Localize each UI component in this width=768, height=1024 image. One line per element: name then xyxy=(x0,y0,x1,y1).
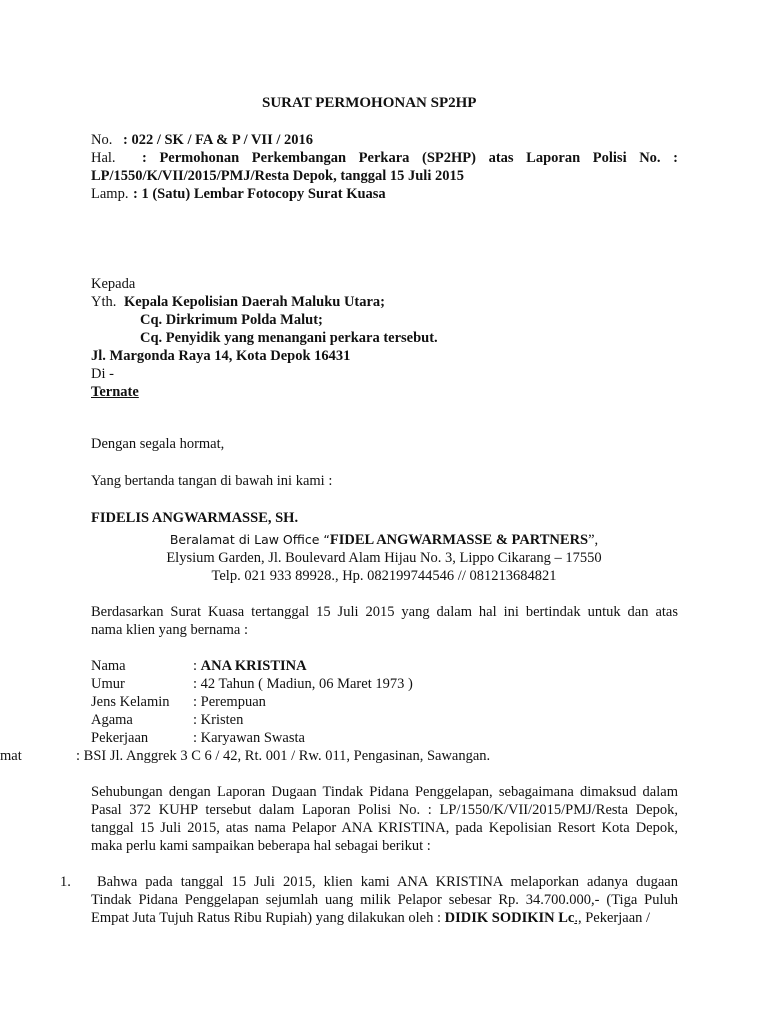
lamp-value: : 1 (Satu) Lembar Fotocopy Surat Kuasa xyxy=(133,186,386,202)
client-agama-value: : Kristen xyxy=(193,712,244,728)
sender-address: Elysium Garden, Jl. Boulevard Alam Hijau No. 3, Lippo Cikarang – 17550 xyxy=(166,550,602,566)
client-umur-label: Umur xyxy=(91,676,125,692)
item-1-suspect-suffix: ., xyxy=(574,910,582,926)
client-pekerjaan-label: Pekerjaan xyxy=(91,730,149,746)
item-1-suspect-name: DIDIK SODIKIN Lc xyxy=(444,910,575,926)
context-line-3: tanggal 15 Juli 2015, atas nama Pelapor ANA KRISTINA, pada Kepolisian Resort Kota Depok, xyxy=(91,820,678,836)
client-nama: ANA KRISTINA xyxy=(200,658,307,674)
client-jk-value: : Perempuan xyxy=(193,694,266,710)
kepada: Kepada xyxy=(91,276,136,292)
item-1-line-2: Tindak Pidana Penggelapan sejumlah uang milik Pelapor sebesar Rp. 34.700.000,- (Tiga Puluh xyxy=(91,892,678,908)
client-alamat-label: mat xyxy=(0,748,22,764)
item-1-line-3 xyxy=(91,909,650,927)
context-line-2: Pasal 372 KUHP tersebut dalam Laporan Polisi No. : LP/1550/K/VII/2015/PMJ/Resta Depok, xyxy=(91,802,678,818)
office-suffix: ”, xyxy=(588,532,599,548)
sender-name: FIDELIS ANGWARMASSE, SH. xyxy=(91,510,299,526)
client-nama-label: Nama xyxy=(91,658,126,674)
item-1-number: 1. xyxy=(60,874,71,890)
client-jk-label: Jens Kelamin xyxy=(91,694,170,710)
no-label: No. xyxy=(91,132,113,148)
hal-label: Hal. xyxy=(91,150,116,166)
recipient-city: Ternate xyxy=(91,384,139,400)
di-label: Di - xyxy=(91,366,114,382)
greeting: Dengan segala hormat, xyxy=(91,436,225,452)
kuasa-line-1: Berdasarkan Surat Kuasa tertanggal 15 Juli 2015 yang dalam hal ini bertindak untuk dan atas xyxy=(91,604,678,620)
recipient-line-3: Cq. Penyidik yang menangani perkara tersebut. xyxy=(140,330,438,346)
letter-title: SURAT PERMOHONAN SP2HP xyxy=(262,95,477,111)
kuasa-line-2: nama klien yang bernama : xyxy=(91,622,249,638)
context-line-4: maka perlu kami sampaikan beberapa hal sebagai berikut : xyxy=(91,838,431,854)
yth-label: Yth. xyxy=(91,294,117,310)
no-value: : 022 / SK / FA & P / VII / 2016 xyxy=(123,132,313,148)
hal-line-1: : Permohonan Perkembangan Perkara (SP2HP) atas Laporan Polisi No. : xyxy=(142,150,678,166)
recipient-address: Jl. Margonda Raya 14, Kota Depok 16431 xyxy=(91,348,351,364)
office-name: FIDEL ANGWARMASSE & PARTNERS xyxy=(329,532,589,548)
item-1-line-3-text: Empat Juta Tujuh Ratus Ribu Rupiah) yang dilakukan oleh : xyxy=(91,910,441,926)
office-prefix: Beralamat di Law Office “ xyxy=(169,532,330,547)
recipient-line-2: Cq. Dirkrimum Polda Malut; xyxy=(140,312,323,328)
client-alamat-value: : BSI Jl. Anggrek 3 C 6 / 42, Rt. 001 / Rw. 011, Pengasinan, Sawangan. xyxy=(76,748,491,764)
item-1-line-3-tail: Pekerjaan / xyxy=(581,910,651,926)
hal-line-2: LP/1550/K/VII/2015/PMJ/Resta Depok, tanggal 15 Juli 2015 xyxy=(91,168,464,184)
lamp-label: Lamp. xyxy=(91,186,129,202)
context-line-1: Sehubungan dengan Laporan Dugaan Tindak Pidana Penggelapan, sebagaimana dimaksud dalam xyxy=(91,784,678,800)
intro-text: Yang bertanda tangan di bawah ini kami : xyxy=(91,473,333,489)
sender-phone: Telp. 021 933 89928., Hp. 082199744546 // 081213684821 xyxy=(211,568,557,584)
client-umur-value: : 42 Tahun ( Madiun, 06 Maret 1973 ) xyxy=(193,676,413,692)
recipient-line-1: Kepala Kepolisian Daerah Maluku Utara; xyxy=(124,294,386,310)
client-pekerjaan-value: : Karyawan Swasta xyxy=(193,730,305,746)
sender-office xyxy=(0,531,768,549)
client-nama-value: : ANA KRISTINA xyxy=(193,658,307,674)
item-1-line-1: Bahwa pada tanggal 15 Juli 2015, klien kami ANA KRISTINA melaporkan adanya dugaan xyxy=(97,874,678,890)
client-agama-label: Agama xyxy=(91,712,133,728)
